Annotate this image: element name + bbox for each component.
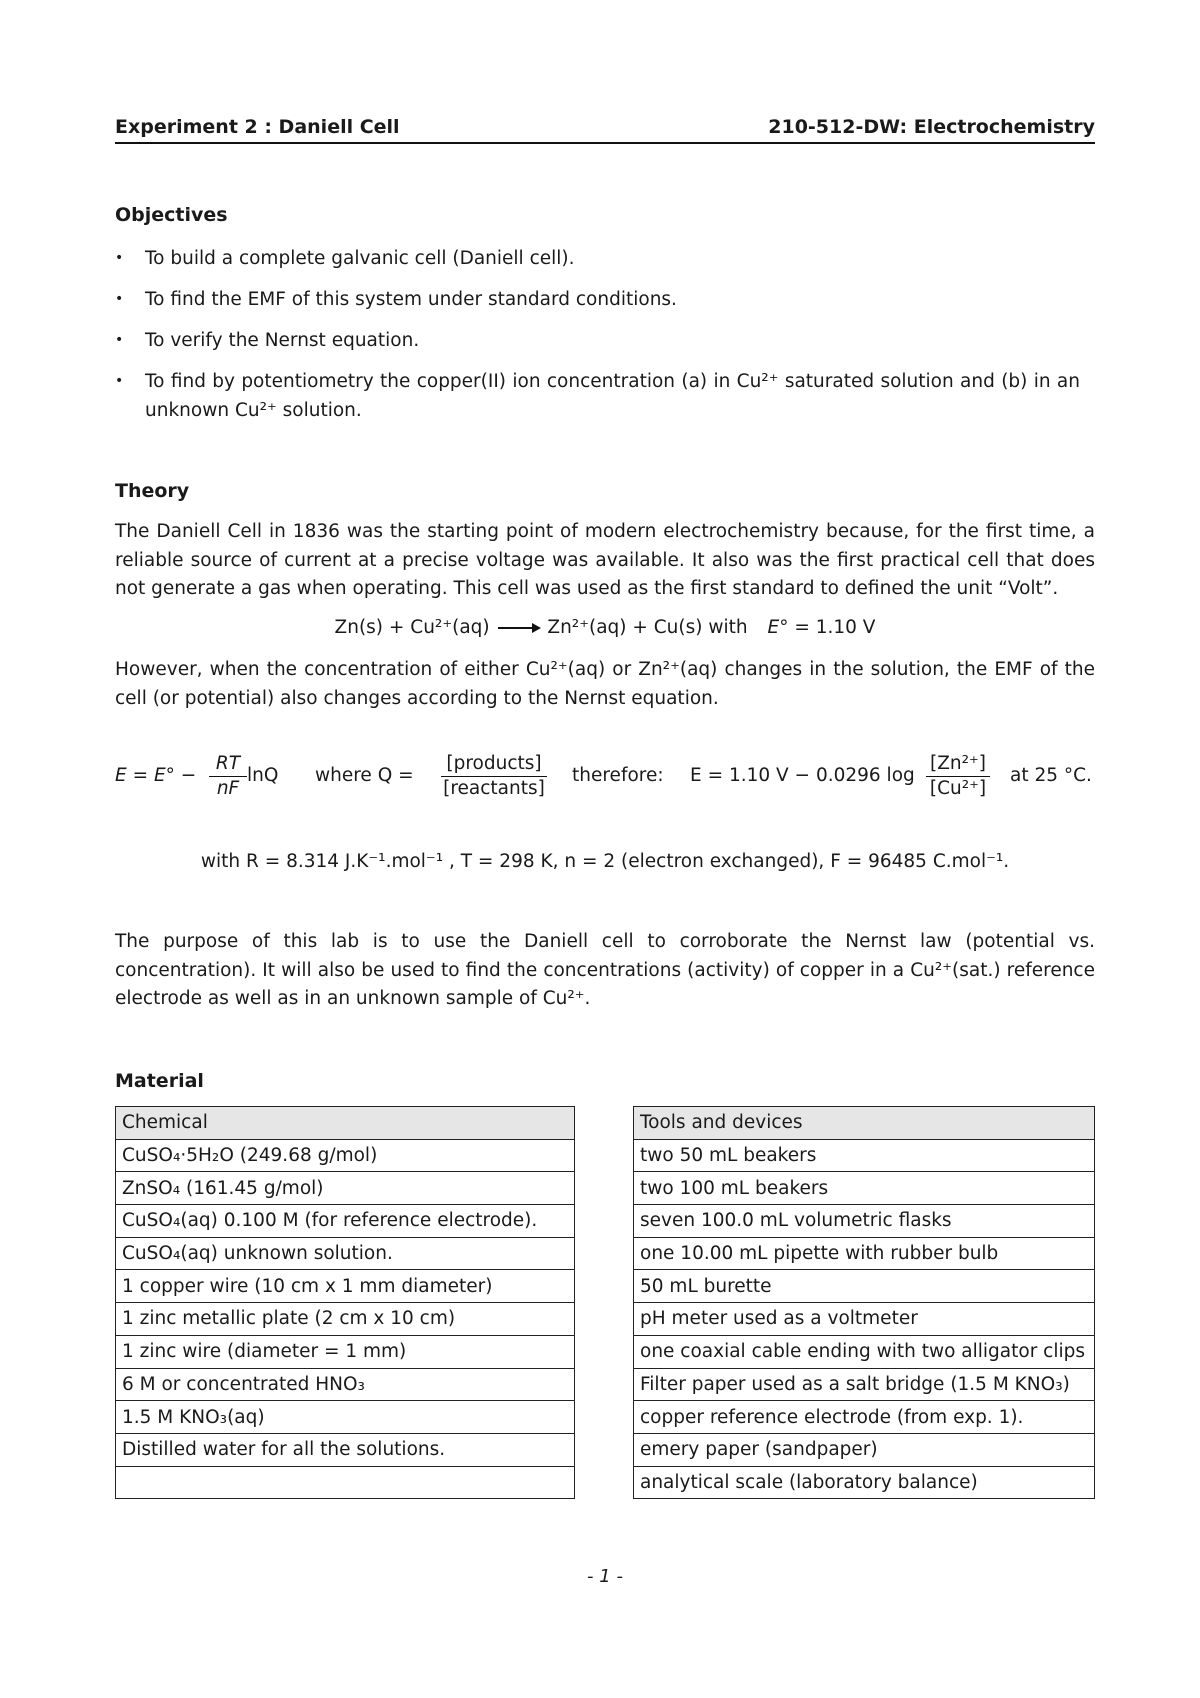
temperature-note: at 25 °C. [1010, 765, 1092, 786]
ln-q: lnQ [247, 765, 279, 786]
chemicals-table [115, 1106, 575, 1499]
table-row: copper reference electrode (from exp. 1). [634, 1401, 1095, 1434]
nernst-25c-expression: E = 1.10 V − 0.0296 log [690, 765, 915, 786]
bullet-icon: • [115, 332, 124, 348]
table-row: Filter paper used as a salt bridge (1.5 M KNO₃) [634, 1368, 1095, 1401]
table-row: one 10.00 mL pipette with rubber bulb [634, 1237, 1095, 1270]
therefore-label: therefore: [572, 765, 664, 786]
theory-heading: Theory [115, 480, 190, 502]
nernst-lhs: E = E° − [115, 765, 197, 786]
table-header-row [634, 1107, 1095, 1140]
daniell-reaction [115, 617, 1095, 638]
bullet-icon: • [115, 291, 124, 307]
standard-potential-value: = 1.10 V [788, 617, 876, 638]
bullet-icon: • [115, 373, 124, 389]
header-experiment-title: Experiment 2 : Daniell Cell [115, 116, 400, 138]
rt-over-nf-fraction: $\frac{RT}{nF}$ [209, 752, 247, 801]
tools-table [633, 1106, 1095, 1499]
table-row: ZnSO₄ (161.45 g/mol) [116, 1172, 575, 1205]
nernst-equation [115, 748, 1095, 808]
concentration-ratio-fraction: $\frac{\text{[Zn²⁺]}}{\text{[Cu²⁺]}}$ [926, 752, 990, 801]
table-row: Distilled water for all the solutions. [116, 1433, 575, 1466]
table-row: seven 100.0 mL volumetric flasks [634, 1205, 1095, 1238]
reaction-reactants: Zn(s) + Cu²⁺(aq) [334, 617, 490, 638]
list-item: • To verify the Nernst equation. [115, 326, 1080, 355]
table-row: two 50 mL beakers [634, 1139, 1095, 1172]
table-row [116, 1466, 575, 1499]
table-row: two 100 mL beakers [634, 1172, 1095, 1205]
list-item: • To build a complete galvanic cell (Daniell cell). [115, 244, 1080, 273]
list-item: • To find the EMF of this system under standard conditions. [115, 285, 1080, 314]
table-row: CuSO₄·5H₂O (249.68 g/mol) [116, 1139, 575, 1172]
table-row: 1 copper wire (10 cm x 1 mm diameter) [116, 1270, 575, 1303]
chemical-column-header: Chemical [116, 1107, 575, 1140]
q-fraction: [products] [reactants] [441, 752, 547, 801]
objectives-list [115, 244, 1080, 437]
table-row: 1 zinc wire (diameter = 1 mm) [116, 1335, 575, 1368]
reaction-products: Zn²⁺(aq) + Cu(s) with [547, 617, 748, 638]
standard-potential-symbol: E° [767, 617, 789, 638]
list-item: • To find by potentiometry the copper(II) ion concentration (a) in Cu²⁺ saturated solution and (b) in an unknown Cu²⁺ solution. [115, 367, 1080, 425]
theory-paragraph-3: The purpose of this lab is to use the Daniell cell to corroborate the Nernst law (potential vs. concentration). It will also be used to find the concentrations (activity) of copper in a Cu²⁺(sat.) reference electrode as well as in an unknown sample of Cu²⁺. [115, 931, 1095, 1009]
table-header-row [116, 1107, 575, 1140]
table-row: CuSO₄(aq) 0.100 M (for reference electrode). [116, 1205, 575, 1238]
table-row: analytical scale (laboratory balance) [634, 1466, 1095, 1499]
page-header [115, 116, 1095, 144]
objectives-heading: Objectives [115, 204, 228, 226]
table-row: one coaxial cable ending with two alligator clips [634, 1335, 1095, 1368]
table-row: emery paper (sandpaper) [634, 1433, 1095, 1466]
tools-column-header: Tools and devices [634, 1107, 1095, 1140]
header-course-code: 210-512-DW: Electrochemistry [768, 116, 1095, 138]
material-heading: Material [115, 1070, 204, 1092]
theory-paragraph-2: However, when the concentration of either Cu²⁺(aq) or Zn²⁺(aq) changes in the solution, the EMF of the cell (or potential) also changes according to the Nernst equation. [115, 659, 1095, 709]
table-row: 6 M or concentrated HNO₃ [116, 1368, 575, 1401]
bullet-icon: • [115, 250, 124, 266]
table-row: 1 zinc metallic plate (2 cm x 10 cm) [116, 1303, 575, 1336]
table-row: 1.5 M KNO₃(aq) [116, 1401, 575, 1434]
constants-line: with R = 8.314 J.K⁻¹.mol⁻¹ , T = 298 K, n = 2 (electron exchanged), F = 96485 C.mol⁻¹. [200, 851, 1010, 872]
page-number: - 1 - [587, 1566, 623, 1587]
table-row: 50 mL burette [634, 1270, 1095, 1303]
theory-paragraph-1: The Daniell Cell in 1836 was the starting point of modern electrochemistry because, for the first time, a reliable source of current at a precise voltage was available. It also was the first practical cell that does not generate a gas when operating. This cell was used as the first standard to defined the unit “Volt”. [115, 521, 1095, 599]
table-row: pH meter used as a voltmeter [634, 1303, 1095, 1336]
table-row: CuSO₄(aq) unknown solution. [116, 1237, 575, 1270]
where-q-label: where Q = [315, 765, 414, 786]
reaction-arrow-icon [496, 622, 542, 634]
